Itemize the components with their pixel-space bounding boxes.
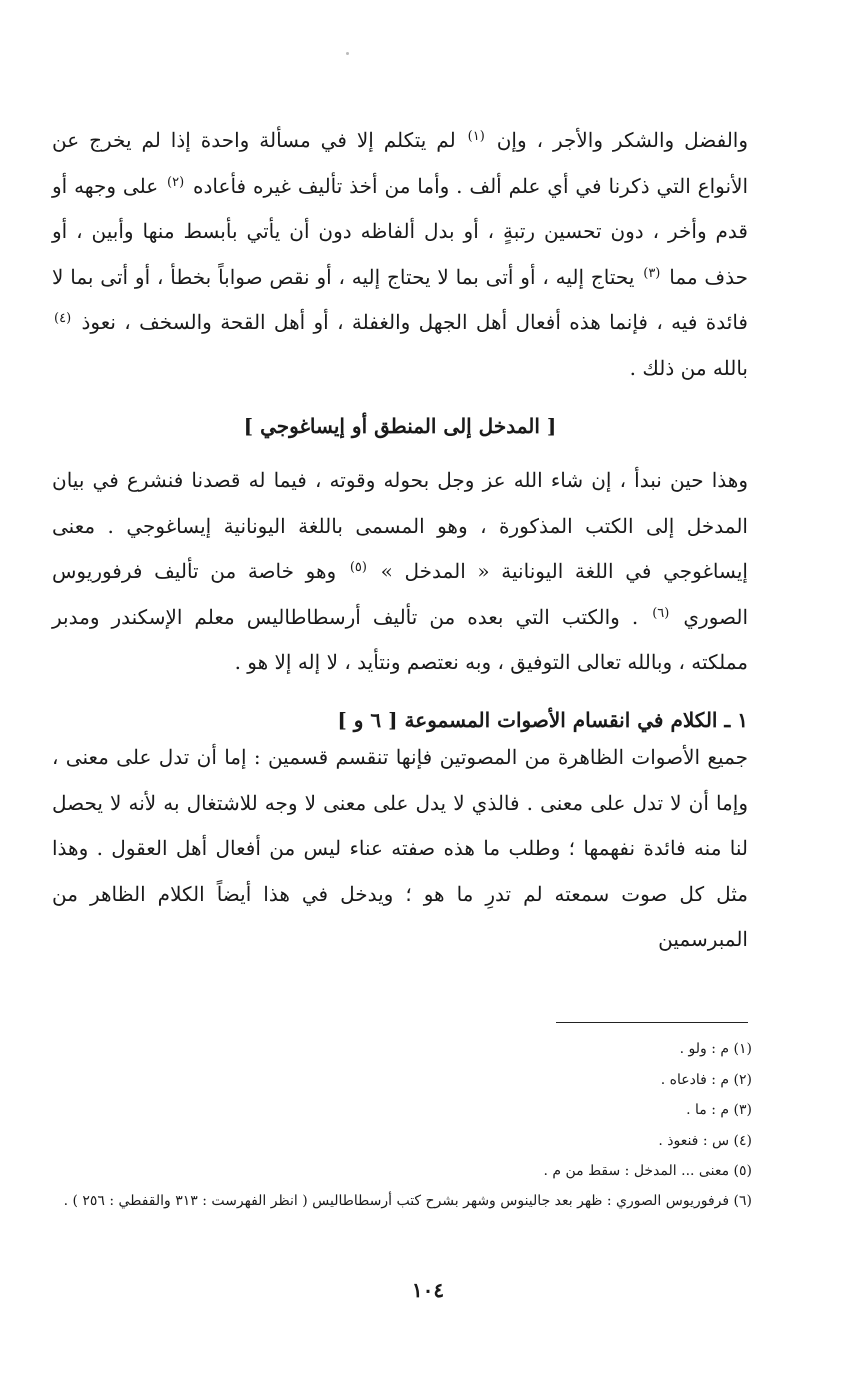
footnote-ref-1: (١) bbox=[467, 129, 485, 144]
footnote-divider bbox=[556, 1022, 748, 1023]
isagoge-paragraph bbox=[52, 458, 748, 686]
intro-paragraph bbox=[52, 118, 748, 391]
footnote-ref-4: (٤) bbox=[54, 311, 72, 326]
page-number: ١٠٤ bbox=[411, 1278, 445, 1302]
intro-text-3: على وجهه أو قدم وأخر ، دون تحسين رتبةٍ ، أو بدل ألفاظه دون أن يأتي بأبسط منها وأبين ، أو حذف مما bbox=[52, 173, 749, 289]
intro-text-5: بالله من ذلك . bbox=[629, 355, 748, 380]
footnote-6: (٦) فرفوريوس الصوري : ظهر بعد جالينوس وشهر بشرح كتب أرسطاطاليس ( انظر الفهرست : ٣١٣ والقفطي : ٢٥٦ ) . bbox=[63, 1192, 752, 1209]
isagoge-text-2: وهو خاصة من تأليف فرفوريوس الصوري bbox=[52, 559, 749, 629]
footnote-ref-5: (٥) bbox=[349, 560, 367, 575]
bracket-heading: [ المدخل إلى المنطق أو إيساغوجي ] bbox=[243, 414, 557, 438]
isagoge-text-1: وهذا حين نبدأ ، إن شاء الله عز وجل بحوله وقوته ، فيما له قصدنا فنشرع في بيان المدخل إلى الكتب المذكورة ، وهو المسمى باللغة اليونانية إيساغوجي . معنى إيساغوجي في اللغة اليونانية « المدخل » bbox=[52, 468, 748, 583]
section-paragraph: جميع الأصوات الظاهرة من المصوتين فإنها تنقسم قسمين : إما أن تدل على معنى ، وإما أن لا تدل على معنى . فالذي لا يدل على معنى لا وجه للاشتغال به لأنه لا يحصل لنا منه فائدة نفهمها ؛ وطلب ما هذه صفته عناء ليس من أفعال أهل العقول . وهذا مثل كل صوت سمعته لم تدرِ ما هو ؛ ويدخل في هذا أيضاً الكلام الظاهر من المبرسمين bbox=[52, 745, 748, 951]
intro-text-2: لم يتكلم إلا في مسألة واحدة إذا لم يخرج عن الأنواع التي ذكرنا في أي علم ألف . وأما من أخذ تأليف غيره فأعاده bbox=[52, 128, 749, 198]
footnotes-block bbox=[52, 1034, 752, 1215]
isagoge-text-3: . والكتب التي بعده من تأليف أرسطاطاليس معلم الإسكندر ومدبر مملكته ، وبالله تعالى التوفيق ، وبه نعتصم ونتأيد ، لا إله إلا هو . bbox=[52, 604, 748, 674]
footnote-ref-2: (٢) bbox=[167, 174, 185, 190]
footnote-ref-3: (٣) bbox=[643, 265, 661, 281]
footnote-1: (١) م : ولو . bbox=[679, 1041, 752, 1057]
intro-text-1: والفضل والشكر والأجر ، وإن bbox=[496, 128, 749, 152]
section-heading: ١ ـ الكلام في انقسام الأصوات المسموعة [ ٦ و ] bbox=[337, 708, 748, 732]
footnote-5: (٥) معنى ... المدخل : سقط من م . bbox=[543, 1163, 752, 1179]
footnote-4: (٤) س : فنعوذ . bbox=[658, 1132, 752, 1149]
footnote-2: (٢) م : فادعاه . bbox=[660, 1071, 752, 1088]
footnote-ref-6: (٦) bbox=[652, 605, 670, 621]
footnote-3: (٣) م : ما . bbox=[686, 1102, 752, 1118]
page-speck bbox=[346, 52, 349, 55]
intro-text-4: يحتاج إليه ، أو أتى بما لا يحتاج إليه ، أو نقص صواباً بخطأ ، أو أتى بما لا فائدة فيه ، فإنما هذه أفعال أهل الجهل والغفلة ، أو أهل القحة والسخف ، نعوذ bbox=[52, 264, 748, 334]
